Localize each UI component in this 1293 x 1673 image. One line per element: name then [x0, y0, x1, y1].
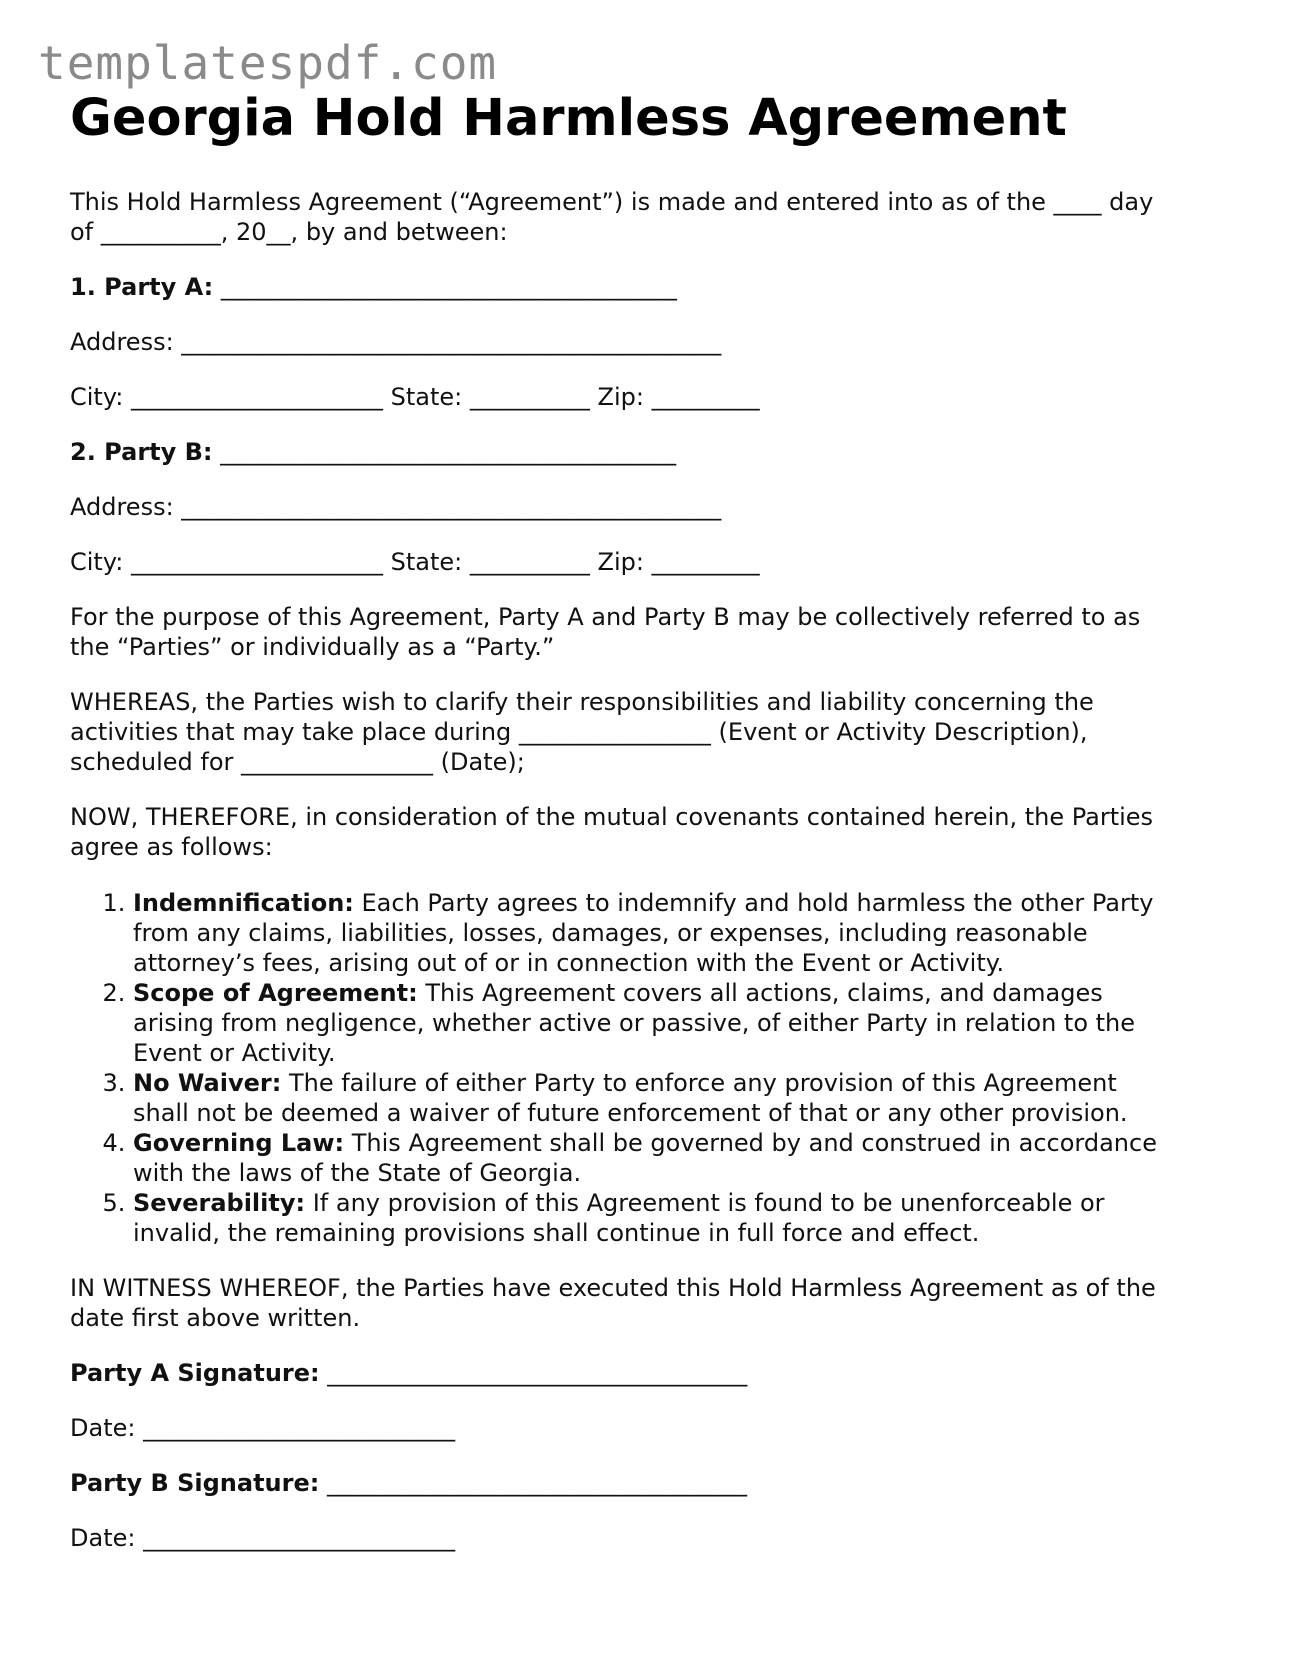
clause-item: [133, 888, 1230, 978]
party-a-address: Address: _____________________________________________: [70, 327, 722, 356]
document-page: [70, 90, 1230, 1553]
whereas-line-2: activities that may take place during ________________ (Event or Activity Description),: [70, 717, 1088, 746]
clause-heading: Indemnification:: [133, 888, 354, 917]
document-title: Georgia Hold Harmless Agreement: [70, 89, 1067, 148]
party-b-address: Address: _____________________________________________: [70, 492, 722, 521]
clause-text: shall not be deemed a waiver of future enforcement of that or any other provision.: [133, 1098, 1128, 1127]
whereas-line-3: scheduled for ________________ (Date);: [70, 747, 525, 776]
party-a-signature-label: Party A Signature:: [70, 1358, 320, 1387]
clause-text: This Agreement shall be governed by and construed in accordance: [344, 1128, 1157, 1157]
watermark: templatespdf.com: [38, 36, 498, 90]
clause-text: This Agreement covers all actions, claims, and damages: [417, 978, 1103, 1007]
party-b-date-line: Date: __________________________: [70, 1523, 456, 1552]
party-a-date-line: Date: __________________________: [70, 1413, 456, 1442]
intro-paragraph: [70, 187, 1230, 247]
now-line-1: NOW, THEREFORE, in consideration of the mutual covenants contained herein, the Parties: [70, 802, 1154, 831]
clause-item: [133, 1188, 1230, 1248]
party-b-city-state-zip: City: _____________________ State: __________ Zip: _________: [70, 547, 760, 576]
party-b-signature-line: [70, 1468, 1230, 1498]
purpose-line-2: the “Parties” or individually as a “Party.”: [70, 632, 555, 661]
clause-item: [133, 1068, 1230, 1128]
witness-line-2: date first above written.: [70, 1303, 361, 1332]
party-b-blank: ______________________________________: [212, 437, 677, 466]
clause-item: [133, 1128, 1230, 1188]
party-a-blank: ______________________________________: [213, 272, 677, 301]
clause-item: [133, 978, 1230, 1068]
clause-text: arising from negligence, whether active or passive, of either Party in relation to the: [133, 1008, 1136, 1037]
clause-text: attorney’s fees, arising out of or in connection with the Event or Activity.: [133, 948, 1005, 977]
now-therefore-paragraph: [70, 802, 1230, 862]
clause-text: Event or Activity.: [133, 1038, 336, 1067]
party-b-line: [70, 437, 1230, 467]
party-a-line: [70, 272, 1230, 302]
clause-heading: Severability:: [133, 1188, 306, 1217]
clause-heading: Scope of Agreement:: [133, 978, 418, 1007]
clause-heading: Governing Law:: [133, 1128, 345, 1157]
intro-line-2: of __________, 20__, by and between:: [70, 217, 508, 246]
purpose-line-1: For the purpose of this Agreement, Party A and Party B may be collectively referred to as: [70, 602, 1141, 631]
now-line-2: agree as follows:: [70, 832, 273, 861]
clause-text: invalid, the remaining provisions shall continue in full force and effect.: [133, 1218, 980, 1247]
witness-line-1: IN WITNESS WHEREOF, the Parties have executed this Hold Harmless Agreement as of the: [70, 1273, 1156, 1302]
whereas-paragraph: [70, 687, 1230, 777]
party-a-signature-line: [70, 1358, 1230, 1388]
clause-text: with the laws of the State of Georgia.: [133, 1158, 582, 1187]
clause-text: from any claims, liabilities, losses, damages, or expenses, including reasonable: [133, 918, 1088, 947]
party-b-label: 2. Party B:: [70, 437, 213, 466]
clause-heading: No Waiver:: [133, 1068, 282, 1097]
whereas-line-1: WHEREAS, the Parties wish to clarify their responsibilities and liability concerning the: [70, 687, 1094, 716]
clause-text: Each Party agrees to indemnify and hold harmless the other Party: [353, 888, 1154, 917]
intro-line-1: This Hold Harmless Agreement (“Agreement”) is made and entered into as of the ____ day: [70, 187, 1154, 216]
purpose-paragraph: [70, 602, 1230, 662]
party-a-city-state-zip: City: _____________________ State: __________ Zip: _________: [70, 382, 760, 411]
party-a-signature-blank: ___________________________________: [319, 1358, 748, 1387]
party-b-signature-blank: ___________________________________: [319, 1468, 747, 1497]
party-b-signature-label: Party B Signature:: [70, 1468, 320, 1497]
witness-paragraph: [70, 1273, 1230, 1333]
party-a-label: 1. Party A:: [70, 272, 214, 301]
clause-list: [70, 888, 1230, 1248]
clause-text: The failure of either Party to enforce any provision of this Agreement: [281, 1068, 1117, 1097]
clause-text: If any provision of this Agreement is found to be unenforceable or: [305, 1188, 1105, 1217]
